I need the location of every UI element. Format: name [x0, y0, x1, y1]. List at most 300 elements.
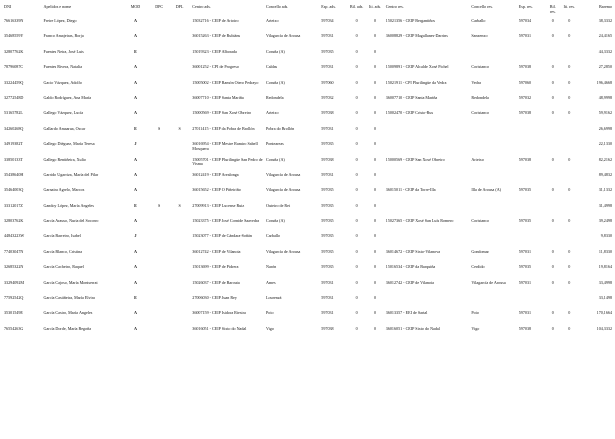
table-cell: 35301549E: [4, 311, 23, 316]
table-cell: Arteixo: [471, 157, 484, 162]
table-cell: Fuentes Neira, José Luis: [43, 49, 84, 54]
table-cell: 27009913 - CEIP Lucense Ruiz: [192, 203, 245, 208]
table-cell: 0: [374, 280, 377, 285]
table-cell: Carballo: [266, 234, 281, 239]
table-cell: [470, 234, 517, 249]
table-cell: 15005701 - CEIP Plurilingüe San Pedro de Visma: [192, 157, 263, 167]
table-cell: 104,3332: [596, 326, 612, 331]
table-row: [3, 281, 614, 296]
table-cell: 0: [551, 19, 554, 23]
table-cell: Coruña (A): [266, 219, 285, 224]
table-cell: 0: [374, 219, 377, 224]
table-cell: [385, 296, 471, 311]
table-cell: Coristanco: [471, 111, 490, 116]
table-cell: Redondela: [471, 95, 489, 100]
table-cell: Gondomar: [471, 249, 489, 254]
table-cell: 0: [374, 188, 377, 193]
table-cell: 15002470 - CEIP Cristo-Rus: [385, 111, 434, 116]
table-cell: 0: [355, 296, 358, 301]
column-header: DPC: [155, 4, 164, 9]
table-cell: García Cajoso, María Montserrat: [43, 280, 98, 285]
table-cell: [169, 142, 191, 157]
table-cell: 15009891 - CEIP Alcalde Xosé Pichel: [385, 65, 449, 70]
table-cell: 33312017Z: [4, 203, 23, 208]
table-cell: 32803762K: [4, 219, 24, 224]
table-cell: [150, 219, 168, 234]
table-cell: 36015011 - CEIP da Torre-Illa: [385, 188, 436, 193]
table-cell: 196,4668: [596, 80, 612, 85]
table-cell: Ames: [266, 280, 276, 285]
table-cell: 34260268Q: [4, 126, 24, 131]
table-cell: 0: [568, 19, 571, 23]
table-cell: García Cacheiro, Raquel: [43, 265, 84, 270]
table-cell: 0: [355, 34, 358, 39]
table-row: [3, 34, 614, 49]
table-cell: [545, 234, 561, 249]
table-cell: 0: [551, 65, 554, 70]
table-cell: [518, 142, 546, 157]
table-cell: 597060: [321, 80, 334, 85]
table-cell: A: [134, 80, 137, 85]
column-header: Iti. ads.: [368, 4, 382, 9]
table-cell: 0: [568, 265, 571, 270]
table-cell: S: [158, 126, 161, 131]
table-cell: [169, 265, 191, 280]
table-cell: [561, 204, 578, 219]
table-cell: Cerdido: [471, 265, 485, 270]
table-cell: 36007159 - CEIP Isidora Riestra: [192, 311, 246, 316]
table-cell: 0: [374, 172, 377, 177]
table-cell: S: [178, 203, 181, 208]
table-cell: 0: [374, 311, 377, 316]
table-cell: 36012742 - CEIP de Vilanoia: [192, 249, 241, 254]
table-cell: 36016051 - CEIP Sixto do Nadal: [385, 326, 440, 331]
table-cell: 33,1498: [598, 296, 612, 301]
table-cell: 48,9998: [598, 95, 612, 100]
table-cell: 0: [355, 265, 358, 270]
table-cell: 0: [568, 111, 571, 116]
table-cell: Arteixo: [266, 111, 279, 116]
table-cell: 36015263 - CEIP de Rubiáns: [192, 34, 241, 39]
table-cell: 0: [355, 219, 358, 224]
table-cell: 15023077 - CEIP de Cándara-Soñán: [192, 234, 252, 239]
table-cell: 0: [374, 80, 377, 85]
table-cell: [385, 50, 471, 65]
table-cell: Coristanco: [471, 65, 490, 70]
table-cell: 32772548D: [4, 95, 24, 100]
table-cell: A: [134, 111, 137, 116]
table-cell: 15021911 - CPI Plurilingüe da Vedra: [385, 80, 447, 85]
table-cell: 31,1332: [598, 188, 612, 193]
table-cell: García Dorde, María Begoña: [43, 326, 92, 331]
table-cell: 34919382T: [4, 142, 23, 147]
table-cell: 0: [374, 234, 377, 239]
table-cell: [150, 265, 168, 280]
table-row: [3, 188, 614, 203]
table-cell: [470, 173, 517, 188]
table-cell: 0: [568, 249, 571, 254]
table-cell: 597031: [518, 34, 532, 39]
table-cell: 0: [568, 188, 571, 193]
table-row: [3, 296, 614, 311]
table-cell: 170,1664: [596, 311, 612, 316]
table-cell: [169, 296, 191, 311]
table-cell: Garnaira Agrelo, Marcos: [43, 188, 85, 193]
table-cell: 36001252 - CPI de Progreso: [192, 65, 239, 70]
table-cell: Narón: [266, 265, 277, 270]
table-cell: 597035: [321, 49, 334, 54]
table-cell: 0: [355, 234, 358, 239]
table-cell: Carballo: [471, 19, 486, 23]
table-cell: 0: [568, 311, 571, 316]
table-cell: 0: [374, 142, 377, 147]
table-cell: 0: [551, 188, 554, 193]
table-cell: S: [178, 126, 181, 131]
table-cell: 0: [355, 157, 358, 162]
table-cell: 36012742 - CEIP de Vilanoia: [385, 280, 434, 285]
table-cell: [150, 65, 168, 80]
table-cell: García Blanco, Cristina: [43, 249, 83, 254]
table-cell: 19,8164: [598, 265, 612, 270]
table-cell: 35468559Y: [4, 34, 24, 39]
table-cell: 35464003Q: [4, 188, 24, 193]
table-cell: 36016051 - CEIP Sixto do Nadal: [192, 326, 247, 331]
table-cell: Coruña (A): [266, 49, 285, 54]
table-cell: Gallego Rentiñeira, Xulio: [43, 157, 86, 162]
table-cell: 0: [355, 111, 358, 116]
table-cell: 27011415 - CEIP da Pobra de Brollón: [192, 126, 255, 131]
column-header: Iti. res.: [563, 4, 575, 9]
table-cell: 597031: [321, 126, 334, 131]
table-cell: [385, 173, 471, 188]
table-cell: [150, 34, 168, 49]
table-cell: [169, 111, 191, 126]
table-cell: [518, 173, 546, 188]
table-cell: 0: [568, 95, 571, 100]
table-cell: García Castro, María Ángeles: [43, 311, 93, 316]
table-cell: 597038: [518, 111, 532, 116]
table-row: [3, 250, 614, 265]
table-cell: 597035: [321, 203, 334, 208]
table-cell: Illa de Arousa (A): [471, 188, 502, 193]
table-row: [3, 81, 614, 96]
table-cell: 597031: [321, 65, 334, 70]
table-cell: [150, 142, 168, 157]
table-cell: 597035: [321, 188, 334, 193]
table-cell: [169, 234, 191, 249]
table-cell: 0: [374, 296, 377, 301]
table-cell: [169, 50, 191, 65]
table-cell: [169, 311, 191, 326]
table-cell: 597060: [518, 80, 532, 85]
table-cell: 0: [568, 80, 571, 85]
table-row: [3, 311, 614, 326]
table-cell: [169, 96, 191, 111]
table-cell: A: [134, 326, 137, 331]
table-cell: [150, 173, 168, 188]
table-cell: 32807762K: [4, 49, 24, 54]
table-cell: 0: [568, 219, 571, 224]
table-cell: 597031: [518, 249, 532, 254]
table-cell: Vedra: [471, 80, 481, 85]
table-cell: [169, 173, 191, 188]
table-cell: Caldas: [266, 65, 278, 70]
table-header-row: [3, 4, 614, 19]
table-cell: 0: [374, 65, 377, 70]
table-cell: 36008829 - CEIP Magallanes-Darrins: [385, 34, 448, 39]
table-cell: A: [134, 265, 137, 270]
table-cell: 597035: [518, 219, 532, 224]
table-cell: J: [134, 234, 137, 239]
table-cell: 33,4998: [598, 280, 612, 285]
table-cell: 59,9162: [598, 111, 612, 116]
table-cell: 597035: [321, 249, 334, 254]
table-cell: 36015652 - CEIP O Piñeiriño: [192, 188, 241, 193]
table-cell: 597035: [518, 265, 532, 270]
table-cell: 0: [551, 80, 554, 85]
table-cell: [545, 142, 561, 157]
table-cell: Franco Amajeiras, Borja: [43, 34, 84, 39]
table-cell: 77592542Q: [4, 296, 24, 301]
table-cell: 0: [374, 203, 377, 208]
table-cell: 0: [551, 95, 554, 100]
table-cell: 0: [551, 157, 554, 162]
table-cell: 36012419 - CEIP Arealonga: [192, 172, 239, 177]
table-cell: Vilagarcía de Arousa: [266, 188, 301, 193]
table-cell: 0: [355, 95, 358, 100]
table-cell: Sanxenxo: [471, 34, 488, 39]
table-cell: Coristanco: [471, 219, 490, 224]
table-cell: 0: [551, 219, 554, 224]
table-cell: 0: [568, 65, 571, 70]
table-cell: 0: [551, 280, 554, 285]
table-cell: 597038: [518, 326, 532, 331]
table-row: [3, 204, 614, 219]
column-header: Bil. res.: [549, 4, 556, 14]
table-cell: 76616339N: [4, 19, 24, 23]
column-header: Centro ads.: [192, 4, 211, 9]
table-cell: 76554263G: [4, 326, 24, 331]
table-cell: García Castiñeira, María Elvira: [43, 296, 95, 301]
table-cell: Redondela: [266, 95, 284, 100]
table-cell: A: [134, 34, 137, 39]
table-cell: [169, 81, 191, 96]
table-cell: 33224459Q: [4, 80, 24, 85]
table-cell: 36007710 - CEIP Santa Mariña: [192, 95, 244, 100]
table-cell: [545, 127, 561, 142]
table-cell: 597031: [321, 280, 334, 285]
table-cell: 15021356 - CEIP Bergantiños: [385, 19, 436, 23]
table-cell: 0: [568, 326, 571, 331]
table-cell: [150, 111, 168, 126]
table-cell: 597031: [518, 280, 532, 285]
table-cell: 36016954 - CEIP Mestre Ramiro Sabell Mosquera: [192, 142, 258, 151]
table-cell: 597035: [321, 265, 334, 270]
column-header: DPL: [175, 4, 184, 9]
table-cell: Poio: [471, 311, 479, 316]
table-cell: 22,1330: [598, 142, 612, 147]
table-cell: 0: [551, 111, 554, 116]
table-cell: A: [134, 188, 137, 193]
table-cell: 36007710 - CEIP Santa Mariña: [385, 95, 438, 100]
table-cell: [169, 219, 191, 234]
table-cell: E: [134, 49, 137, 54]
table-cell: S: [158, 203, 161, 208]
table-cell: 15019323 - CEIP Alborada: [192, 49, 237, 54]
table-cell: 597038: [518, 65, 532, 70]
table-cell: 15000569 - CEIP San Xosé Obreiro: [192, 111, 252, 116]
table-cell: 82,2162: [598, 157, 612, 162]
table-cell: Coruña (A): [266, 80, 285, 85]
results-table: [3, 4, 614, 342]
table-cell: [150, 234, 168, 249]
table-row: [3, 111, 614, 126]
table-cell: [150, 188, 168, 203]
table-cell: [150, 158, 168, 173]
table-cell: [150, 250, 168, 265]
table-cell: 0: [551, 34, 554, 39]
table-cell: Poio: [266, 311, 274, 316]
table-cell: [545, 50, 561, 65]
table-cell: A: [134, 311, 137, 316]
table-cell: 15005002 - CEIP Ramón Otero Pedrayo: [192, 80, 259, 85]
table-cell: 33850133T: [4, 157, 23, 162]
table-cell: 597038: [321, 326, 334, 331]
table-cell: [169, 34, 191, 49]
column-header: MOD: [130, 4, 141, 9]
table-cell: [518, 234, 546, 249]
table-cell: Vilagarcía de Arousa: [266, 249, 301, 254]
table-cell: Outeiro de Rei: [266, 203, 291, 208]
table-cell: 0: [551, 311, 554, 316]
table-cell: Gandoy López, María Ángeles: [43, 203, 94, 208]
table-cell: [470, 50, 517, 65]
table-cell: [470, 204, 517, 219]
table-cell: 44,3332: [598, 49, 612, 54]
table-cell: 26,6998: [598, 126, 612, 131]
table-cell: [561, 142, 578, 157]
table-cell: [150, 50, 168, 65]
table-cell: 0: [568, 280, 571, 285]
table-cell: [545, 204, 561, 219]
table-row: [3, 19, 614, 34]
table-cell: [545, 296, 561, 311]
table-cell: [150, 311, 168, 326]
table-cell: 27,2850: [598, 65, 612, 70]
table-row: [3, 234, 614, 249]
table-cell: 0: [374, 95, 377, 100]
table-cell: 44843223W: [4, 234, 25, 239]
table-cell: 597035: [321, 234, 334, 239]
table-cell: 15013699 - CEIP de Pidrera: [192, 265, 239, 270]
table-cell: [545, 173, 561, 188]
table-cell: 33294092M: [4, 280, 25, 285]
table-cell: 597032: [321, 95, 334, 100]
table-cell: [169, 158, 191, 173]
table-row: [3, 142, 614, 157]
table-cell: 0: [355, 249, 358, 254]
table-cell: [150, 281, 168, 296]
table-cell: 11,8330: [598, 249, 612, 254]
table-cell: 0: [355, 19, 358, 23]
table-cell: A: [134, 249, 137, 254]
table-cell: Gallardo Amaarua, Óscar: [43, 126, 86, 131]
table-cell: 0: [374, 19, 377, 23]
table-cell: 0: [355, 203, 358, 208]
table-cell: 0: [374, 249, 377, 254]
table-cell: [150, 19, 168, 34]
table-cell: [518, 50, 546, 65]
table-row: [3, 327, 614, 342]
table-cell: Galdo Rodríguez, Ana María: [43, 95, 92, 100]
table-body: [3, 19, 614, 342]
table-cell: 0: [355, 188, 358, 193]
table-cell: 0: [374, 126, 377, 131]
table-cell: 53165782L: [4, 111, 23, 116]
table-cell: E: [134, 203, 137, 208]
table-cell: [169, 188, 191, 203]
table-cell: 15032716 - CEIP de Artoiro: [192, 19, 239, 23]
table-cell: 0: [355, 311, 358, 316]
table-cell: Freire López, Diego: [43, 19, 77, 23]
table-cell: [150, 81, 168, 96]
table-row: [3, 173, 614, 188]
table-cell: [561, 127, 578, 142]
table-cell: 597031: [518, 311, 532, 316]
table-cell: A: [134, 172, 137, 177]
table-cell: Vilagarcía de Arousa: [471, 280, 506, 285]
table-cell: 597035: [321, 142, 334, 147]
table-cell: Coruña (A): [266, 157, 285, 162]
table-cell: [169, 65, 191, 80]
table-cell: [561, 173, 578, 188]
table-cell: Gacio Vázquez, Adolfo: [43, 80, 82, 85]
table-cell: [169, 250, 191, 265]
table-cell: 0: [355, 280, 358, 285]
table-cell: 0: [374, 34, 377, 39]
table-cell: [518, 296, 546, 311]
table-cell: 597031: [321, 311, 334, 316]
table-cell: A: [134, 280, 137, 285]
table-cell: A: [134, 95, 137, 100]
table-cell: 35438640H: [4, 172, 24, 177]
table-cell: 32685322N: [4, 265, 24, 270]
table-cell: [150, 296, 168, 311]
table-cell: 0: [374, 111, 377, 116]
table-cell: 0: [355, 172, 358, 177]
table-cell: [169, 19, 191, 34]
table-cell: 0: [374, 265, 377, 270]
table-cell: 78796087C: [4, 65, 24, 70]
table-cell: 0: [355, 49, 358, 54]
table-cell: 597035: [321, 219, 334, 224]
table-cell: [518, 204, 546, 219]
table-cell: [385, 204, 471, 219]
table-cell: 15027365 - CEIP Xosé San Luís Romero: [385, 219, 454, 224]
table-cell: 36013357 - EEI de Sartal: [385, 311, 428, 316]
table-cell: 15016534 - CEIP da Barquiña: [385, 265, 436, 270]
table-cell: 31,4998: [598, 203, 612, 208]
table-cell: García Barreiro, Isabel: [43, 234, 81, 239]
table-cell: [385, 142, 471, 157]
table-cell: 0: [374, 326, 377, 331]
table-cell: 27006030 - CEIP Juan Rey: [192, 296, 237, 301]
table-cell: 0: [355, 142, 358, 147]
column-header: Bil. ads.: [349, 4, 364, 9]
column-header: Concello ads.: [266, 4, 289, 9]
table-cell: 0: [355, 126, 358, 131]
table-cell: 0: [551, 265, 554, 270]
